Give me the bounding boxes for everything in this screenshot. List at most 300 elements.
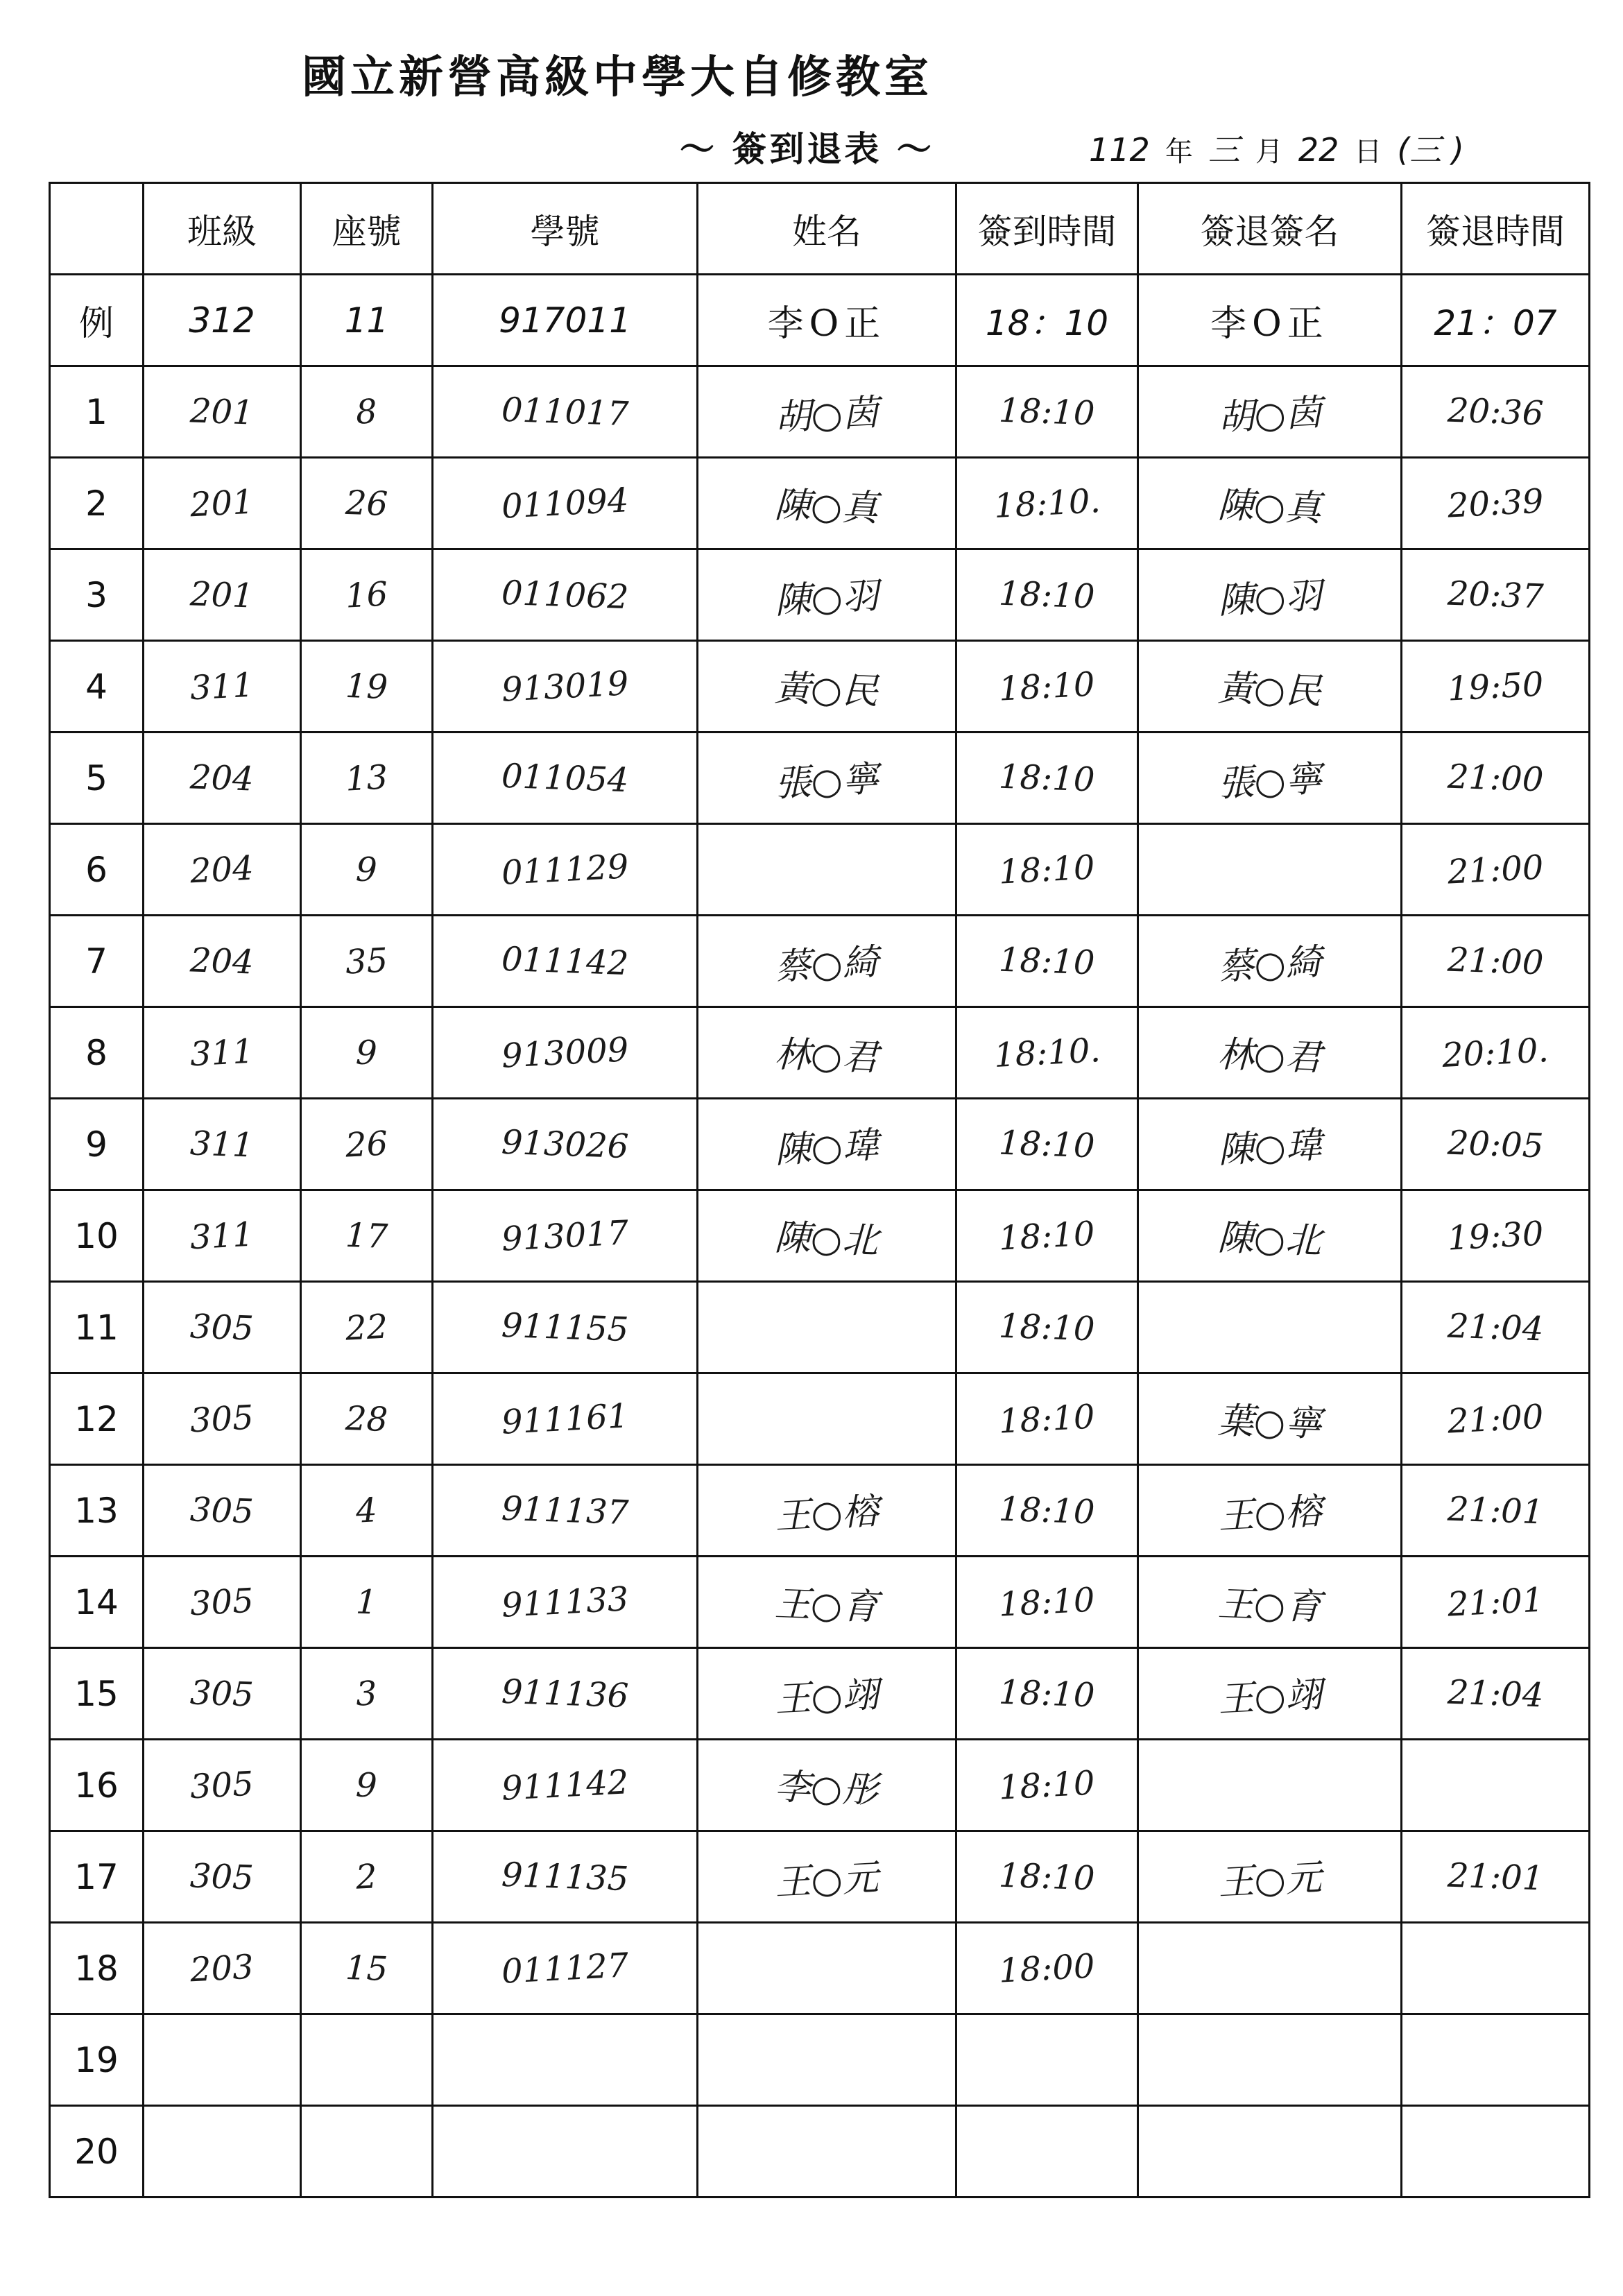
cell-seat: 11 [301, 275, 433, 366]
cell-sign-out-signature [1138, 1740, 1402, 1831]
cell-sign-out-signature-text: 王○翊 [1217, 1674, 1323, 1721]
cell-seat-text: 26 [344, 483, 388, 524]
cell-sign-out-signature [1138, 458, 1402, 549]
table-row [50, 1557, 1590, 1648]
cell-sign-out-time [1402, 549, 1590, 641]
cell-sign-out-time [1402, 1740, 1590, 1831]
cell-class [144, 366, 301, 458]
cell-sign-out-time-text: 20:37 [1446, 574, 1545, 616]
cell-student-id-text: 911136 [500, 1672, 630, 1715]
cell-student-id [433, 1648, 698, 1740]
row-index: 17 [50, 1831, 144, 1923]
cell-name-text: 李○彤 [774, 1766, 879, 1812]
cell-sign-out-signature-text: 王○榕 [1217, 1491, 1323, 1538]
cell-sign-out-signature [1138, 549, 1402, 641]
cell-sign-out-time [1402, 1282, 1590, 1373]
cell-student-id-text: 913017 [500, 1213, 630, 1259]
date-day: 22 [1298, 131, 1339, 169]
cell-sign-in-time [956, 1190, 1138, 1282]
cell-name [698, 366, 956, 458]
cell-sign-out-signature [1138, 1373, 1402, 1465]
cell-seat [301, 1373, 433, 1465]
cell-sign-out-signature: 李O正 [1138, 275, 1402, 366]
cell-class-text: 305 [189, 1672, 255, 1715]
cell-name-text: 陳○瑋 [774, 1124, 880, 1172]
cell-student-id [433, 1923, 698, 2014]
cell-sign-out-time-text: 20:36 [1446, 391, 1545, 433]
cell-sign-out-time-text: 21:01 [1446, 1489, 1545, 1532]
cell-name [698, 733, 956, 824]
table-row [50, 1831, 1590, 1923]
cell-seat [301, 1831, 433, 1923]
row-index: 1 [50, 366, 144, 458]
cell-class [144, 458, 301, 549]
cell-sign-in-time-text: 18:10 [998, 757, 1096, 799]
cell-seat [301, 1648, 433, 1740]
table-row [50, 458, 1590, 549]
page-subtitle: 〜 簽到退表 〜 [680, 128, 934, 169]
cell-sign-out-time [1402, 1099, 1590, 1190]
cell-name [698, 1282, 956, 1373]
cell-sign-out-time [1402, 1007, 1590, 1099]
row-index: 16 [50, 1740, 144, 1831]
cell-name [698, 1831, 956, 1923]
cell-sign-in-time [956, 1831, 1138, 1923]
table-row [50, 1740, 1590, 1831]
date-line [1089, 125, 1464, 171]
table-row [50, 641, 1590, 733]
cell-sign-in-time [956, 458, 1138, 549]
header-sign-in-time: 簽到時間 [956, 183, 1138, 275]
cell-sign-in-time [956, 1923, 1138, 2014]
cell-seat [301, 1740, 433, 1831]
cell-name [698, 1923, 956, 2014]
cell-sign-out-time [1402, 641, 1590, 733]
cell-sign-out-signature-text: 王○元 [1217, 1857, 1323, 1904]
cell-student-id-text: 913009 [500, 1029, 630, 1076]
cell-seat-text: 35 [344, 940, 389, 982]
cell-name [698, 1007, 956, 1099]
cell-sign-out-signature-text: 陳○真 [1217, 484, 1322, 530]
cell-sign-out-time-text: 21:04 [1446, 1306, 1545, 1348]
cell-name [698, 1190, 956, 1282]
cell-sign-in-time-text: 18:10 [998, 940, 1096, 982]
cell-sign-out-time-text: 21:00 [1446, 847, 1545, 892]
cell-sign-out-time [1402, 458, 1590, 549]
cell-sign-in-time [956, 549, 1138, 641]
cell-sign-in-time-text: 18:10 [997, 847, 1097, 892]
cell-student-id-text: 913019 [500, 663, 630, 710]
cell-sign-in-time-text: 18:00 [997, 1946, 1097, 1991]
cell-class [144, 2014, 301, 2106]
cell-name-text: 張○寧 [774, 758, 880, 805]
row-index: 20 [50, 2106, 144, 2198]
cell-class-text: 203 [189, 1947, 255, 1989]
cell-student-id-text: 911137 [500, 1489, 630, 1532]
cell-name [698, 916, 956, 1007]
sign-in-table [49, 182, 1590, 2198]
cell-name [698, 2014, 956, 2106]
cell-name-text: 王○翊 [774, 1674, 880, 1721]
cell-sign-out-signature [1138, 824, 1402, 916]
cell-sign-out-time-text: 21:00 [1446, 757, 1545, 799]
cell-sign-in-time [956, 824, 1138, 916]
cell-seat-text: 15 [344, 1948, 388, 1989]
cell-sign-in-time-text: 18:10 [997, 1763, 1097, 1808]
cell-student-id-text: 011094 [500, 480, 630, 526]
cell-sign-out-time [1402, 1831, 1590, 1923]
cell-sign-in-time [956, 641, 1138, 733]
cell-student-id [433, 1557, 698, 1648]
cell-student-id: 917011 [433, 275, 698, 366]
cell-sign-out-signature [1138, 641, 1402, 733]
cell-sign-in-time: 18：10 [956, 275, 1138, 366]
cell-name [698, 1557, 956, 1648]
cell-student-id-text: 011017 [500, 390, 630, 434]
cell-student-id-text: 911161 [500, 1396, 630, 1442]
row-index: 19 [50, 2014, 144, 2106]
table-row [50, 733, 1590, 824]
cell-name-text: 王○榕 [774, 1491, 880, 1538]
cell-class [144, 733, 301, 824]
cell-seat [301, 733, 433, 824]
cell-sign-out-time-text: 21:00 [1446, 940, 1545, 982]
cell-seat-text: 13 [344, 757, 389, 799]
cell-sign-out-signature-text: 陳○北 [1217, 1217, 1322, 1262]
cell-class-text: 305 [189, 1489, 255, 1532]
cell-student-id [433, 641, 698, 733]
cell-sign-out-time [1402, 1465, 1590, 1557]
cell-student-id-text: 911135 [500, 1855, 630, 1899]
cell-name [698, 824, 956, 916]
cell-student-id-text: 011127 [500, 1945, 630, 1991]
cell-name-text: 陳○真 [774, 484, 879, 530]
cell-name [698, 2106, 956, 2198]
cell-sign-out-signature-text: 王○育 [1217, 1583, 1322, 1629]
table-row [50, 1373, 1590, 1465]
date-month: 三 [1208, 131, 1240, 169]
date-year: 112 [1089, 131, 1150, 169]
cell-sign-out-signature [1138, 2106, 1402, 2198]
cell-sign-in-time [956, 1373, 1138, 1465]
cell-student-id-text: 011062 [500, 573, 630, 617]
cell-student-id [433, 733, 698, 824]
cell-sign-out-signature [1138, 1465, 1402, 1557]
row-index: 18 [50, 1923, 144, 2014]
cell-class [144, 641, 301, 733]
cell-class: 312 [144, 275, 301, 366]
header-student-id: 學號 [433, 183, 698, 275]
cell-sign-in-time-text: 18:10 [998, 1123, 1096, 1165]
row-index: 2 [50, 458, 144, 549]
cell-student-id [433, 1282, 698, 1373]
cell-sign-out-signature [1138, 2014, 1402, 2106]
cell-student-id [433, 916, 698, 1007]
table-row [50, 1190, 1590, 1282]
cell-sign-out-signature [1138, 366, 1402, 458]
cell-seat [301, 916, 433, 1007]
cell-sign-out-signature-text: 陳○羽 [1217, 575, 1323, 622]
cell-class-text: 311 [189, 1031, 255, 1074]
cell-sign-out-signature-text: 黃○民 [1217, 667, 1322, 713]
cell-student-id [433, 1099, 698, 1190]
cell-seat-text: 8 [354, 391, 379, 432]
cell-student-id [433, 1373, 698, 1465]
cell-name: 李O正 [698, 275, 956, 366]
cell-name-text: 黃○民 [774, 667, 879, 713]
cell-name-text: 陳○羽 [774, 575, 880, 622]
cell-sign-out-time-text: 20:05 [1446, 1123, 1545, 1165]
cell-sign-out-time [1402, 1557, 1590, 1648]
header-sign-out-time: 簽退時間 [1402, 183, 1590, 275]
cell-class-text: 204 [189, 848, 255, 891]
row-index: 7 [50, 916, 144, 1007]
cell-sign-in-time [956, 916, 1138, 1007]
cell-seat [301, 1099, 433, 1190]
cell-seat [301, 2106, 433, 2198]
cell-sign-in-time-text: 18:10 [997, 1579, 1097, 1625]
cell-class-text: 201 [189, 391, 255, 433]
cell-student-id [433, 1465, 698, 1557]
cell-sign-out-time: 21：07 [1402, 275, 1590, 366]
cell-class-text: 305 [189, 1764, 255, 1806]
cell-class-text: 305 [189, 1306, 255, 1348]
cell-class [144, 1282, 301, 1373]
table-row [50, 1099, 1590, 1190]
cell-class [144, 1923, 301, 2014]
cell-sign-in-time-text: 18:10. [993, 481, 1101, 526]
cell-student-id [433, 2014, 698, 2106]
cell-sign-out-signature [1138, 916, 1402, 1007]
cell-student-id-text: 011129 [500, 846, 630, 893]
cell-seat [301, 458, 433, 549]
cell-sign-in-time [956, 1099, 1138, 1190]
cell-class-text: 305 [189, 1398, 255, 1440]
cell-seat-text: 9 [355, 1032, 378, 1073]
cell-sign-out-time-text: 20:39 [1446, 481, 1545, 526]
cell-class-text: 311 [189, 1215, 255, 1257]
cell-seat [301, 1923, 433, 2014]
cell-sign-out-time [1402, 2014, 1590, 2106]
row-index: 14 [50, 1557, 144, 1648]
cell-seat [301, 1282, 433, 1373]
cell-student-id-text: 911155 [500, 1305, 630, 1349]
cell-seat-text: 3 [354, 1673, 379, 1714]
row-index: 4 [50, 641, 144, 733]
cell-student-id [433, 366, 698, 458]
header-sign-out-signature: 簽退簽名 [1138, 183, 1402, 275]
cell-seat [301, 641, 433, 733]
cell-sign-out-time [1402, 733, 1590, 824]
cell-sign-out-time-text: 19:50 [1446, 664, 1545, 709]
cell-sign-out-signature-text: 張○寧 [1217, 758, 1323, 805]
cell-class [144, 1740, 301, 1831]
cell-sign-out-time [1402, 1190, 1590, 1282]
cell-class-text: 204 [189, 940, 255, 982]
cell-class [144, 916, 301, 1007]
cell-sign-out-time-text: 21:04 [1446, 1672, 1545, 1715]
cell-seat-text: 19 [344, 666, 388, 707]
cell-name-text: 王○育 [774, 1583, 879, 1629]
cell-sign-out-time-text: 21:00 [1446, 1396, 1545, 1441]
row-index: 11 [50, 1282, 144, 1373]
cell-sign-out-time-text: 20:10. [1441, 1030, 1550, 1075]
cell-seat-text: 16 [344, 574, 389, 616]
cell-sign-out-time [1402, 824, 1590, 916]
example-row [50, 275, 1590, 366]
cell-seat [301, 824, 433, 916]
cell-class-text: 204 [189, 757, 255, 799]
cell-name [698, 1740, 956, 1831]
cell-class [144, 549, 301, 641]
cell-name-text: 蔡○綺 [774, 941, 880, 988]
cell-seat-text: 17 [344, 1215, 388, 1256]
row-index: 13 [50, 1465, 144, 1557]
cell-class-text: 311 [189, 665, 255, 708]
cell-name-text: 胡○茵 [774, 392, 880, 439]
cell-seat [301, 1465, 433, 1557]
table-row [50, 1007, 1590, 1099]
row-index: 3 [50, 549, 144, 641]
cell-class [144, 1007, 301, 1099]
cell-student-id [433, 458, 698, 549]
cell-student-id [433, 1831, 698, 1923]
date-weekday: (三 ) [1397, 131, 1464, 169]
header-index [50, 183, 144, 275]
cell-sign-out-signature [1138, 1007, 1402, 1099]
row-index: 8 [50, 1007, 144, 1099]
cell-class [144, 1557, 301, 1648]
cell-class-text: 311 [189, 1123, 255, 1165]
cell-student-id [433, 1190, 698, 1282]
header-seat: 座號 [301, 183, 433, 275]
cell-sign-in-time [956, 733, 1138, 824]
table-row [50, 824, 1590, 916]
page-title: 國立新營高級中學大自修教室 [302, 51, 933, 103]
cell-student-id [433, 2106, 698, 2198]
cell-sign-in-time-text: 18:10 [997, 664, 1097, 709]
row-index: 15 [50, 1648, 144, 1740]
table-row [50, 1648, 1590, 1740]
cell-sign-in-time-text: 18:10 [998, 1306, 1096, 1348]
cell-sign-in-time [956, 1007, 1138, 1099]
date-month-label: 月 [1255, 136, 1283, 168]
cell-seat-text: 22 [344, 1306, 389, 1348]
cell-class [144, 1648, 301, 1740]
cell-sign-out-signature [1138, 733, 1402, 824]
cell-sign-in-time-text: 18:10 [997, 1213, 1097, 1258]
cell-sign-out-time [1402, 1373, 1590, 1465]
cell-class-text: 201 [189, 574, 255, 616]
cell-seat [301, 1557, 433, 1648]
cell-name [698, 549, 956, 641]
cell-name [698, 1465, 956, 1557]
cell-student-id [433, 824, 698, 916]
cell-class-text: 305 [189, 1581, 255, 1623]
cell-sign-in-time-text: 18:10 [998, 1672, 1096, 1715]
cell-sign-out-signature [1138, 1831, 1402, 1923]
cell-name [698, 1099, 956, 1190]
cell-sign-out-time [1402, 1648, 1590, 1740]
table-row [50, 916, 1590, 1007]
cell-sign-out-signature [1138, 1099, 1402, 1190]
cell-name [698, 1373, 956, 1465]
cell-class [144, 1831, 301, 1923]
cell-sign-in-time [956, 2014, 1138, 2106]
cell-sign-in-time-text: 18:10 [998, 391, 1096, 433]
row-index: 9 [50, 1099, 144, 1190]
cell-seat [301, 366, 433, 458]
row-index: 6 [50, 824, 144, 916]
cell-name [698, 458, 956, 549]
cell-seat [301, 2014, 433, 2106]
cell-sign-out-signature [1138, 1190, 1402, 1282]
header-class: 班級 [144, 183, 301, 275]
cell-sign-in-time [956, 1465, 1138, 1557]
row-index: 10 [50, 1190, 144, 1282]
cell-name-text: 林○君 [774, 1034, 879, 1079]
cell-class [144, 1373, 301, 1465]
cell-sign-out-time-text: 19:30 [1446, 1213, 1545, 1258]
cell-sign-in-time [956, 1557, 1138, 1648]
cell-student-id [433, 549, 698, 641]
cell-sign-in-time [956, 2106, 1138, 2198]
cell-class [144, 824, 301, 916]
cell-sign-in-time-text: 18:10 [997, 1396, 1097, 1441]
cell-student-id [433, 1740, 698, 1831]
cell-sign-out-signature [1138, 1648, 1402, 1740]
cell-sign-out-signature-text: 林○君 [1217, 1034, 1322, 1079]
table-row [50, 1465, 1590, 1557]
cell-seat [301, 549, 433, 641]
cell-seat-text: 2 [354, 1856, 379, 1897]
cell-sign-out-time [1402, 916, 1590, 1007]
cell-seat-text: 4 [354, 1490, 379, 1531]
cell-sign-in-time-text: 18:10 [998, 574, 1096, 616]
table-row [50, 1282, 1590, 1373]
cell-sign-out-signature [1138, 1923, 1402, 2014]
cell-student-id-text: 913026 [500, 1122, 630, 1166]
cell-sign-out-signature-text: 陳○瑋 [1217, 1124, 1323, 1172]
table-row [50, 2014, 1590, 2106]
header-name: 姓名 [698, 183, 956, 275]
cell-student-id-text: 011142 [500, 939, 630, 983]
cell-name-text: 王○元 [774, 1857, 880, 1904]
cell-seat [301, 1007, 433, 1099]
cell-name [698, 1648, 956, 1740]
cell-sign-in-time [956, 1282, 1138, 1373]
cell-sign-in-time-text: 18:10 [998, 1856, 1096, 1898]
date-day-label: 日 [1354, 136, 1382, 168]
row-index: 例 [50, 275, 144, 366]
cell-seat-text: 26 [344, 1123, 389, 1165]
row-index: 12 [50, 1373, 144, 1465]
cell-sign-out-signature [1138, 1282, 1402, 1373]
cell-seat-text: 9 [355, 849, 378, 890]
table-row [50, 1923, 1590, 2014]
cell-student-id-text: 011054 [500, 756, 630, 800]
cell-sign-out-signature-text: 蔡○綺 [1217, 941, 1323, 988]
cell-sign-in-time [956, 1740, 1138, 1831]
cell-student-id-text: 911133 [500, 1579, 630, 1625]
cell-sign-out-time [1402, 1923, 1590, 2014]
cell-sign-out-time-text: 21:01 [1446, 1856, 1545, 1898]
cell-seat-text: 1 [355, 1582, 378, 1622]
cell-seat [301, 1190, 433, 1282]
row-index: 5 [50, 733, 144, 824]
cell-name [698, 641, 956, 733]
cell-name-text: 陳○北 [774, 1217, 879, 1262]
